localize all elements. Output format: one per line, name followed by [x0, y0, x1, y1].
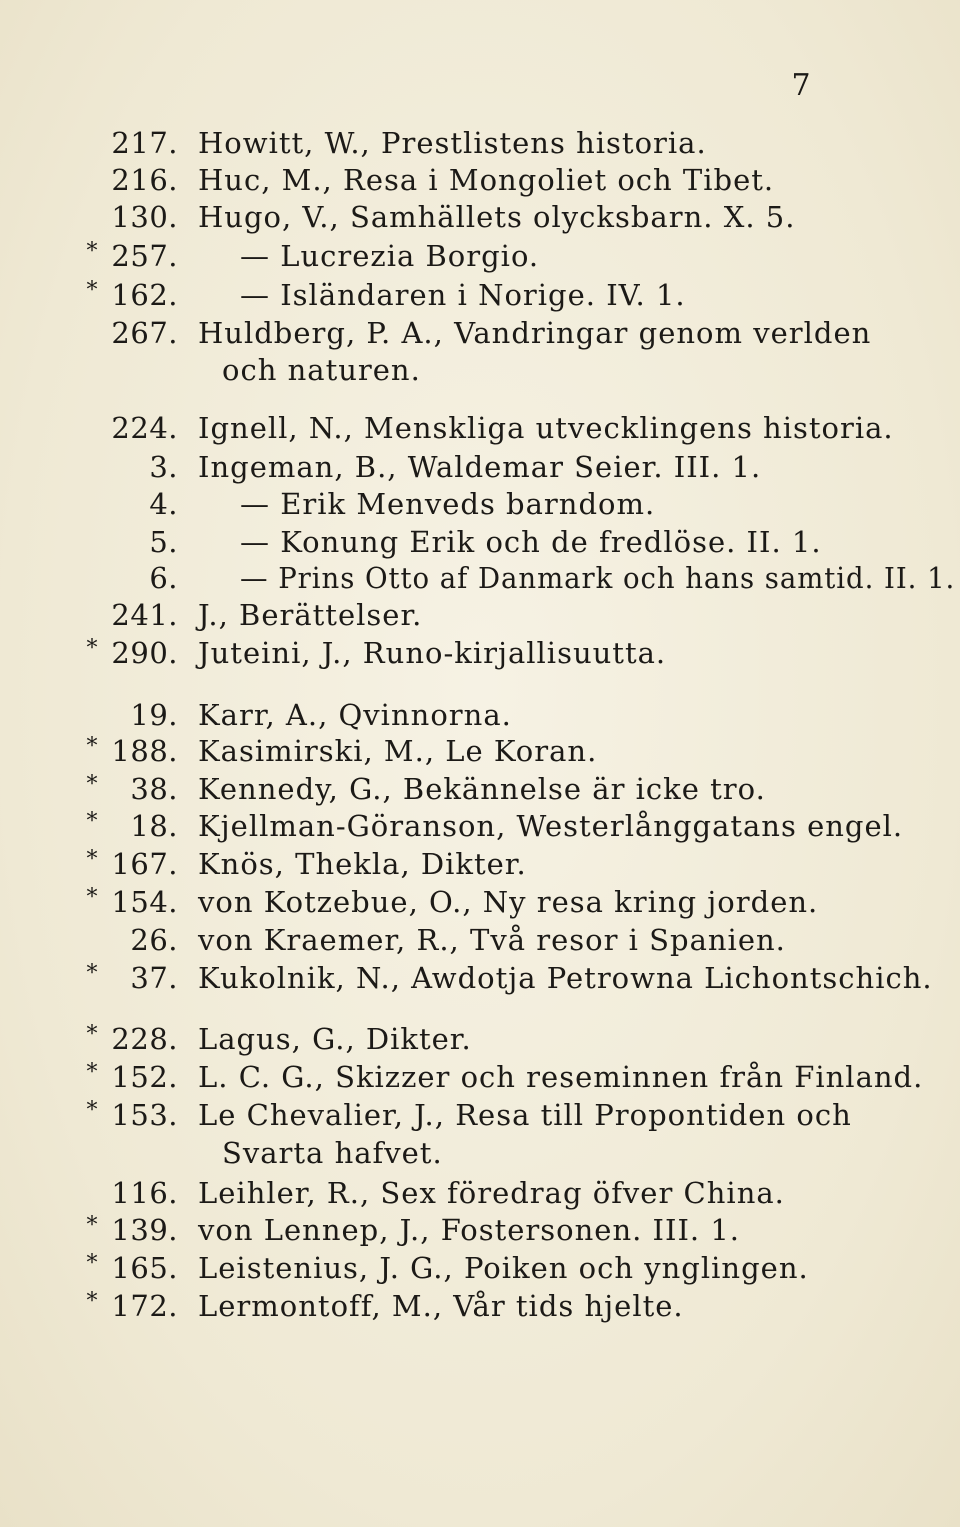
entry-number: 290.	[111, 636, 178, 670]
entry-star-marker: *	[86, 636, 98, 661]
entry-text: — Prins Otto af Danmark och hans samtid. II. 1.	[240, 561, 956, 595]
catalog-entry	[0, 1134, 960, 1172]
entry-text: L. C. G., Skizzer och reseminnen från Finland.	[198, 1060, 924, 1094]
entry-number: 172.	[111, 1289, 178, 1323]
entry-number: 241.	[111, 598, 178, 632]
entry-star-marker: *	[86, 239, 98, 264]
catalog-entry	[0, 351, 960, 389]
entry-text: von Lennep, J., Fostersonen. III. 1.	[198, 1213, 741, 1247]
entry-text: Kukolnik, N., Awdotja Petrowna Lichontschich.	[198, 961, 933, 995]
entry-star-marker: *	[86, 1098, 98, 1123]
entry-text: Svarta hafvet.	[222, 1136, 443, 1170]
entry-text: Juteini, J., Runo-kirjallisuutta.	[198, 636, 667, 670]
entry-text: Ingeman, B., Waldemar Seier. III. 1.	[198, 450, 762, 484]
entry-star-marker: *	[86, 961, 98, 986]
entry-text: Lermontoff, M., Vår tids hjelte.	[198, 1289, 684, 1323]
entry-text: Kasimirski, M., Le Koran.	[198, 734, 598, 768]
entry-star-marker: *	[86, 1213, 98, 1238]
entry-star-marker: *	[86, 1251, 98, 1276]
entry-text: — Isländaren i Norige. IV. 1.	[240, 278, 686, 312]
entry-number: 257.	[111, 239, 178, 273]
entry-number: 139.	[111, 1213, 178, 1247]
entry-number: 162.	[111, 278, 178, 312]
entry-text: Huldberg, P. A., Vandringar genom verlden	[198, 316, 872, 350]
catalog-entry	[0, 732, 960, 770]
catalog-entry	[0, 696, 960, 734]
entry-text: J., Berättelser.	[198, 598, 423, 632]
catalog-entry	[0, 276, 960, 314]
entry-star-marker: *	[86, 809, 98, 834]
catalog-entry	[0, 409, 960, 447]
catalog-entry	[0, 1174, 960, 1212]
entry-text: Knös, Thekla, Dikter.	[198, 847, 527, 881]
catalog-entry	[0, 559, 960, 597]
entry-number: 188.	[111, 734, 178, 768]
entry-text: — Erik Menveds barndom.	[240, 487, 656, 521]
entry-star-marker: *	[86, 885, 98, 910]
entry-text: — Konung Erik och de fredlöse. II. 1.	[240, 525, 822, 559]
entry-number: 4.	[149, 487, 178, 521]
entry-number: 152.	[111, 1060, 178, 1094]
catalog-entry	[0, 523, 960, 561]
entry-number: 167.	[111, 847, 178, 881]
catalog-entry	[0, 807, 960, 845]
entry-number: 267.	[111, 316, 178, 350]
entry-number: 38.	[130, 772, 178, 806]
entry-text: Kjellman-Göranson, Westerlånggatans engel.	[198, 809, 904, 843]
entry-star-marker: *	[86, 1060, 98, 1085]
catalog-entry	[0, 1096, 960, 1134]
catalog-entry	[0, 198, 960, 236]
catalog-entry	[0, 124, 960, 162]
catalog-entry	[0, 596, 960, 634]
entry-text: Karr, A., Qvinnorna.	[198, 698, 512, 732]
catalog-entry	[0, 1249, 960, 1287]
entry-number: 165.	[111, 1251, 178, 1285]
entry-number: 6.	[149, 561, 178, 595]
catalog-entry	[0, 314, 960, 352]
entry-number: 18.	[130, 809, 178, 843]
entry-text: Le Chevalier, J., Resa till Propontiden och	[198, 1098, 852, 1132]
entry-text: Hugo, V., Samhällets olycksbarn. X. 5.	[198, 200, 796, 234]
entry-number: 26.	[130, 923, 178, 957]
catalog-entry	[0, 1211, 960, 1249]
entry-text: Ignell, N., Menskliga utvecklingens historia.	[198, 411, 894, 445]
entry-number: 217.	[111, 126, 178, 160]
catalog-entry	[0, 770, 960, 808]
catalog-entry	[0, 1058, 960, 1096]
entry-number: 130.	[111, 200, 178, 234]
entry-number: 116.	[111, 1176, 178, 1210]
entry-text: Leihler, R., Sex föredrag öfver China.	[198, 1176, 785, 1210]
page-number: 7	[791, 68, 811, 103]
catalog-entry	[0, 921, 960, 959]
entry-text: Howitt, W., Prestlistens historia.	[198, 126, 707, 160]
entry-star-marker: *	[86, 772, 98, 797]
entry-number: 153.	[111, 1098, 178, 1132]
entry-star-marker: *	[86, 1289, 98, 1314]
entry-number: 216.	[111, 163, 178, 197]
entry-number: 154.	[111, 885, 178, 919]
entry-text: Lagus, G., Dikter.	[198, 1022, 472, 1056]
entry-number: 5.	[149, 525, 178, 559]
catalog-entry	[0, 485, 960, 523]
entry-number: 19.	[130, 698, 178, 732]
entry-text: von Kotzebue, O., Ny resa kring jorden.	[198, 885, 819, 919]
entry-star-marker: *	[86, 734, 98, 759]
catalog-entry	[0, 1287, 960, 1325]
entry-text: von Kraemer, R., Två resor i Spanien.	[198, 923, 786, 957]
catalog-entry	[0, 161, 960, 199]
entry-star-marker: *	[86, 278, 98, 303]
entry-star-marker: *	[86, 847, 98, 872]
catalog-entry	[0, 1020, 960, 1058]
entry-number: 3.	[149, 450, 178, 484]
catalog-entry	[0, 845, 960, 883]
entry-number: 37.	[130, 961, 178, 995]
catalog-entry	[0, 959, 960, 997]
entry-text: — Lucrezia Borgio.	[240, 239, 540, 273]
entry-number: 228.	[111, 1022, 178, 1056]
entry-star-marker: *	[86, 1022, 98, 1047]
entry-text: Leistenius, J. G., Poiken och ynglingen.	[198, 1251, 809, 1285]
entry-text: och naturen.	[222, 353, 421, 387]
entry-number: 224.	[111, 411, 178, 445]
catalog-entry	[0, 883, 960, 921]
entry-text: Huc, M., Resa i Mongoliet och Tibet.	[198, 163, 775, 197]
catalog-entry	[0, 237, 960, 275]
catalog-entry	[0, 448, 960, 486]
entry-text: Kennedy, G., Bekännelse är icke tro.	[198, 772, 766, 806]
catalog-entry	[0, 634, 960, 672]
